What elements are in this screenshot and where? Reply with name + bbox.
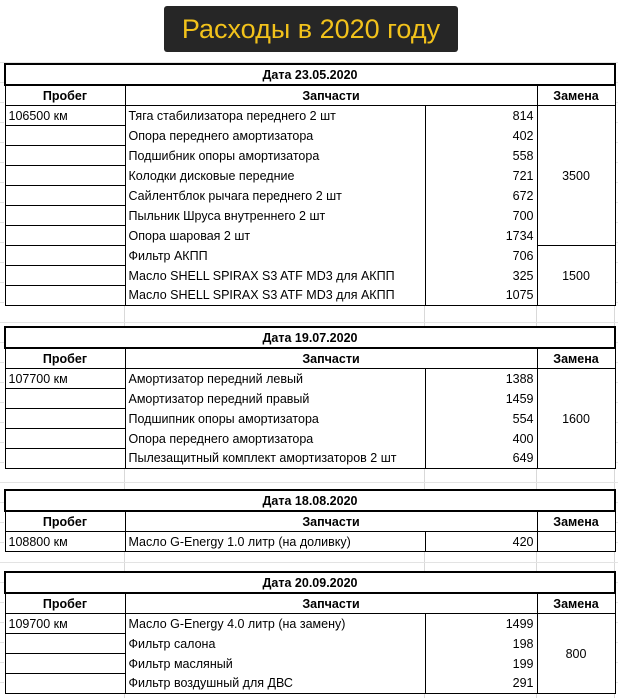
mileage-value [5,449,125,469]
part-price: 1734 [425,226,537,246]
part-price: 1499 [425,614,537,634]
replacement-header: Замена [537,593,615,614]
part-name: Опора шаровая 2 шт [125,226,425,246]
grid-line [0,482,618,483]
table-row [5,246,615,266]
part-name: Подшибник опоры амортизатора [125,146,425,166]
mileage-value: 106500 км [5,106,125,126]
part-price: 706 [425,246,537,266]
part-price: 1075 [425,286,537,306]
part-name: Амортизатор передний правый [125,389,425,409]
part-name: Опора переднего амортизатора [125,429,425,449]
page-title: Расходы в 2020 году [164,6,458,52]
part-name: Опора переднего амортизатора [125,126,425,146]
mileage-header: Пробег [5,348,125,369]
mileage-value [5,146,125,166]
part-name: Масло SHELL SPIRAX S3 ATF MD3 для АКПП [125,286,425,306]
part-name: Тяга стабилизатора переднего 2 шт [125,106,425,126]
replacement-header: Замена [537,511,615,532]
table-row [5,266,615,286]
mileage-value [5,409,125,429]
replacement-value [537,532,615,552]
part-name: Пыльник Шруса внутреннего 2 шт [125,206,425,226]
expense-block [4,489,616,552]
replacement-value: 1500 [537,246,615,306]
mileage-value [5,206,125,226]
block-date: Дата 19.07.2020 [5,327,615,348]
table-row [5,186,615,206]
block-date: Дата 18.08.2020 [5,490,615,511]
part-price: 1388 [425,369,537,389]
parts-header: Запчасти [125,348,537,369]
replacement-value: 800 [537,614,615,694]
part-price: 700 [425,206,537,226]
mileage-value [5,226,125,246]
replacement-header: Замена [537,348,615,369]
mileage-header: Пробег [5,593,125,614]
part-price: 649 [425,449,537,469]
mileage-value [5,266,125,286]
table-row [5,429,615,449]
part-price: 199 [425,654,537,674]
mileage-value [5,246,125,266]
table-row [5,532,615,552]
table-row [5,206,615,226]
table-row [5,146,615,166]
part-price: 814 [425,106,537,126]
part-price: 672 [425,186,537,206]
table-row [5,166,615,186]
parts-header: Запчасти [125,511,537,532]
table-row [5,614,615,634]
part-price: 400 [425,429,537,449]
mileage-value [5,674,125,694]
part-price: 721 [425,166,537,186]
part-name: Колодки дисковые передние [125,166,425,186]
part-price: 558 [425,146,537,166]
part-price: 1459 [425,389,537,409]
mileage-header: Пробег [5,511,125,532]
parts-header: Запчасти [125,593,537,614]
grid-line [0,562,618,563]
table-row [5,674,615,694]
expense-block [4,326,616,469]
part-price: 554 [425,409,537,429]
part-name: Масло G-Energy 1.0 литр (на доливку) [125,532,425,552]
replacement-value: 3500 [537,106,615,246]
part-price: 198 [425,634,537,654]
part-name: Фильтр воздушный для ДВС [125,674,425,694]
mileage-value [5,286,125,306]
part-name: Фильтр салона [125,634,425,654]
part-name: Масло SHELL SPIRAX S3 ATF MD3 для АКПП [125,266,425,286]
table-row [5,449,615,469]
expense-block [4,63,616,306]
mileage-value [5,634,125,654]
table-row [5,389,615,409]
part-price: 325 [425,266,537,286]
table-row [5,409,615,429]
parts-header: Запчасти [125,85,537,106]
mileage-value [5,429,125,449]
part-price: 291 [425,674,537,694]
mileage-value: 108800 км [5,532,125,552]
mileage-value [5,186,125,206]
mileage-header: Пробег [5,85,125,106]
part-name: Масло G-Energy 4.0 литр (на замену) [125,614,425,634]
table-row [5,226,615,246]
mileage-value: 107700 км [5,369,125,389]
table-row [5,654,615,674]
part-name: Фильтр АКПП [125,246,425,266]
table-row [5,634,615,654]
part-name: Сайлентблок рычага переднего 2 шт [125,186,425,206]
part-name: Фильтр масляный [125,654,425,674]
part-price: 402 [425,126,537,146]
mileage-value [5,126,125,146]
part-name: Подшипник опоры амортизатора [125,409,425,429]
expense-block [4,571,616,694]
mileage-value [5,654,125,674]
part-name: Амортизатор передний левый [125,369,425,389]
replacement-header: Замена [537,85,615,106]
part-name: Пылезащитный комплект амортизаторов 2 шт [125,449,425,469]
table-row [5,286,615,306]
part-price: 420 [425,532,537,552]
mileage-value [5,389,125,409]
table-row [5,126,615,146]
block-date: Дата 23.05.2020 [5,64,615,85]
grid-line [0,322,618,323]
mileage-value [5,166,125,186]
table-row [5,369,615,389]
block-date: Дата 20.09.2020 [5,572,615,593]
table-row [5,106,615,126]
replacement-value: 1600 [537,369,615,469]
mileage-value: 109700 км [5,614,125,634]
